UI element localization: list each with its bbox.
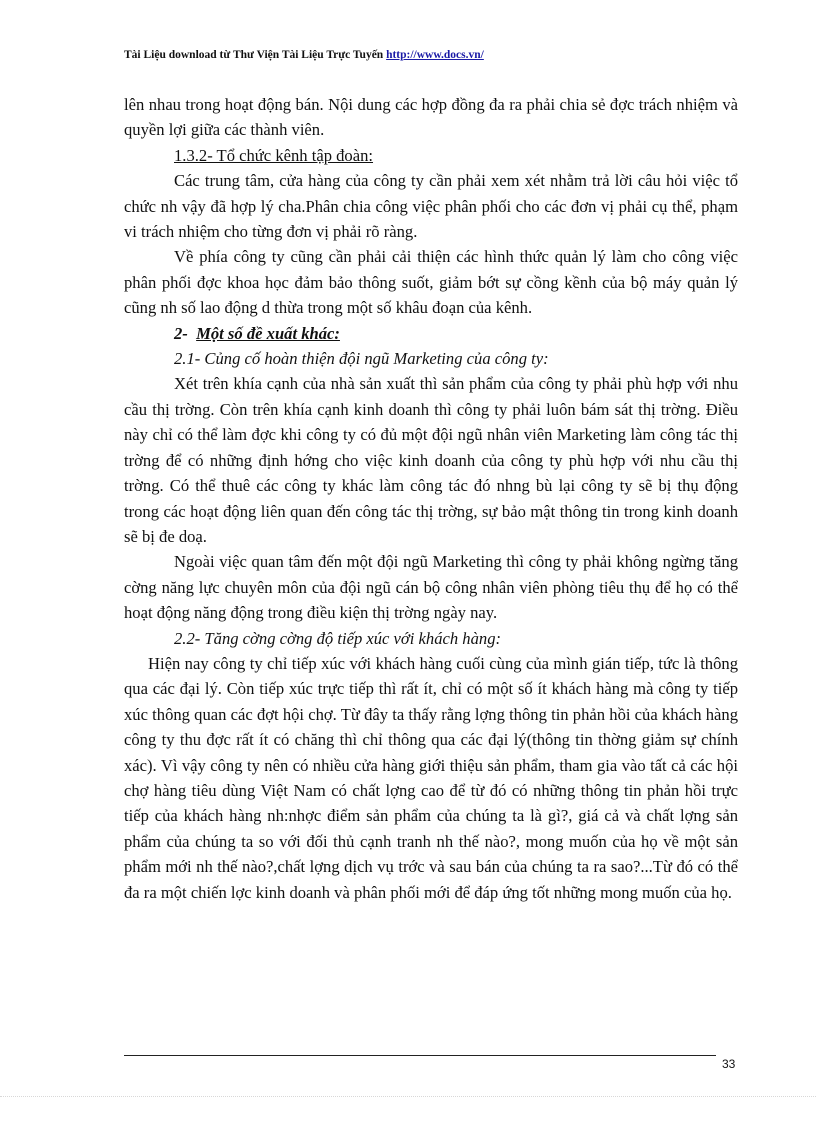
heading-2-1: 2.1- Củng cố hoàn thiện đội ngũ Marketing của công ty:: [174, 349, 549, 369]
page-edge-divider: [0, 1096, 816, 1097]
paragraph-4: Xét trên khía cạnh của nhà sản xuất thì sản phẩm của công ty phải phù hợp với nhu cầu thị trờng. Còn trên khía cạnh kinh doanh thì công ty phải luôn bám sát thị trờng. Điều này chỉ có thể làm đợc khi công ty có đủ một đội ngũ nhân viên Marketing làm công tác thị trờng để có những định hớng cho việc kinh doanh của công ty phù hợp với nhu cầu thị trờng. Có thể thuê các công ty khác làm công tác đó nhng bù lại công ty sẽ bị thụ động trong các hoạt động liên quan đến công tác thị trờng, sự bảo mật thông tin trong kinh doanh sẽ bị đe doạ.: [124, 374, 738, 546]
heading-1-3-2: [124, 143, 738, 168]
footer-divider: [124, 1055, 716, 1056]
paragraph-1: lên nhau trong hoạt động bán. Nội dung các hợp đồng đa ra phải chia sẻ đợc trách nhiệm và quyền lợi giữa các thành viên.: [124, 95, 738, 140]
heading-2-2: 2.2- Tăng cờng cờng độ tiếp xúc với khách hàng:: [174, 628, 502, 648]
document-body: [124, 92, 738, 905]
paragraph-2: Các trung tâm, cửa hàng của công ty cần phải xem xét nhằm trả lời câu hỏi việc tổ chức nh vậy đã hợp lý cha.Phân chia công việc phân phối cho các đơn vị phải cụ thể, phạm vi trách nhiệm cho từng đơn vị phải rõ ràng.: [124, 171, 738, 242]
page-header: [124, 49, 484, 61]
heading-2-title: Một số đề xuất khác:: [196, 323, 340, 343]
heading-2-number: 2-: [174, 323, 188, 343]
paragraph-6: Hiện nay công ty chỉ tiếp xúc với khách hàng cuối cùng của mình gián tiếp, tức là thông qua các đại lý. Còn tiếp xúc trực tiếp thì rất ít, chỉ có một số ít khách hàng mà công ty tiếp xúc thông quan các đợt hội chợ. Từ đây ta thấy rằng lợng thông tin phản hồi của khách hàng công ty thu đợc rất ít có chăng thì chỉ thông qua các đại lý(thông tin thờng giảm sự chính xác). Vì vậy công ty nên có nhiều cửa hàng giới thiệu sản phẩm, tham gia vào tất cả các hội chợ hàng tiêu dùng Việt Nam có chất lợng cao để từ đó có những thông tin phản hồi trực tiếp của khách hàng nh:nhợc điểm sản phẩm của chúng ta là gì?, giá cả và chất lợng sản phẩm của chúng ta so với đối thủ cạnh tranh nh thế nào?, mong muốn của họ về một sản phẩm mới nh thế nào?,chất lợng dịch vụ trớc và sau bán của chúng ta ra sao?...Từ đó có thể đa ra một chiến lợc kinh doanh và phân phối mới để đáp ứng tốt những mong muốn của họ.: [124, 653, 738, 902]
paragraph-3: Về phía công ty cũng cần phải cải thiện các hình thức quản lý làm cho công việc phân phối đợc khoa học đảm bảo thông suốt, giảm bớt sự cồng kềnh của bộ máy quản lý cũng nh số lao động d thừa trong một số khâu đoạn của kênh.: [124, 247, 738, 318]
heading-1-3-2-text: 1.3.2- Tổ chức kênh tập đoàn:: [174, 145, 374, 165]
page-number: 33: [722, 1057, 736, 1071]
heading-2: [124, 321, 738, 346]
header-text: Tài Liệu download từ Thư Viện Tài Liệu Trực Tuyến: [124, 49, 384, 61]
paragraph-5: Ngoài việc quan tâm đến một đội ngũ Marketing thì công ty phải không ngừng tăng cờng năng lực chuyên môn của đội ngũ cán bộ công nhân viên phòng tiêu thụ để họ có thể hoạt động năng động trong điều kiện thị trờng ngày nay.: [124, 552, 738, 623]
header-link[interactable]: http://www.docs.vn/: [386, 49, 484, 61]
